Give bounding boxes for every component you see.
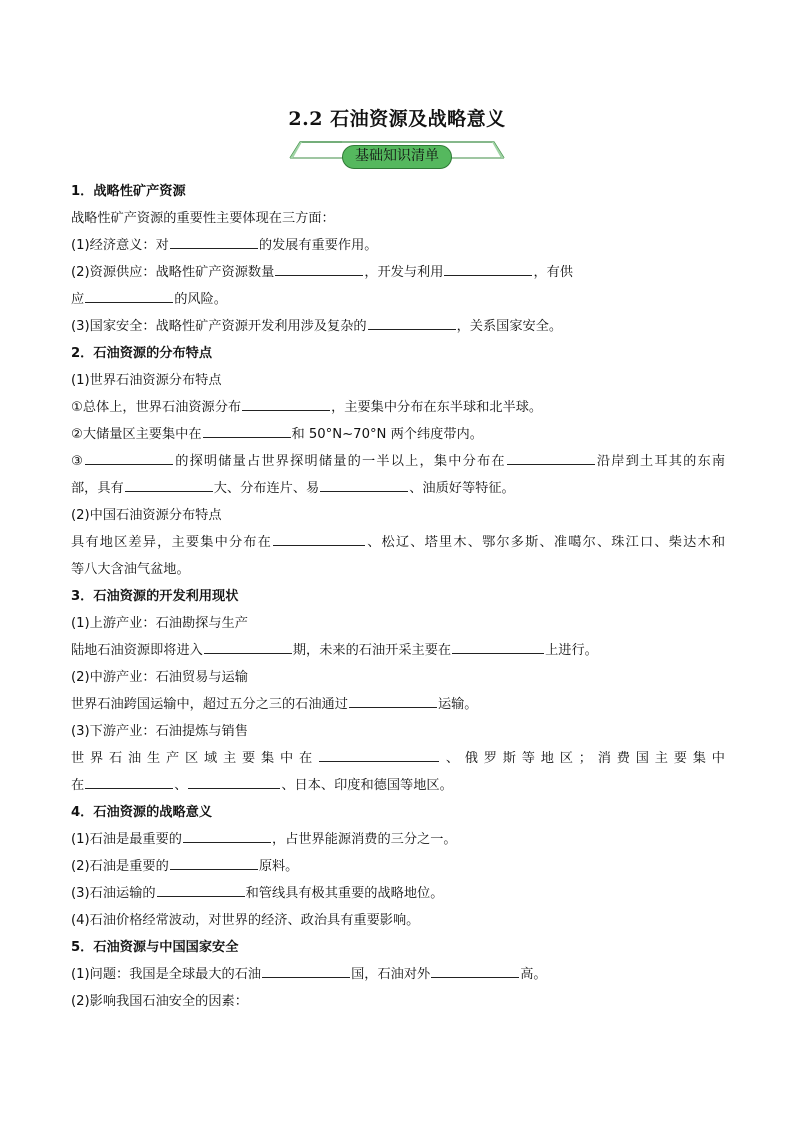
china-line-1 [71,529,725,556]
econ-text-a: (1)经济意义：对 [71,238,169,253]
fill-blank[interactable] [85,301,173,303]
world-3-text-e: 大、分布连片、易 [213,481,320,496]
world-subheading: (1)世界石油资源分布特点 [71,373,222,388]
security-text-a: (3)国家安全：战略性矿产资源开发利用涉及复杂的 [71,319,367,334]
strategic-line-1 [71,826,725,853]
downstream-line-2 [71,772,725,799]
fill-blank[interactable] [157,895,245,897]
supply-text-c: ，有供 [533,265,573,280]
fill-blank[interactable] [170,247,258,249]
world-3-text-d: 部，具有 [71,481,124,496]
fill-blank[interactable] [183,841,271,843]
world-line-3-cont [71,475,725,502]
econ-line [71,232,725,259]
world-3-text-a: ③ [71,454,85,469]
strategic-line-2 [71,853,725,880]
section-1-intro: 战略性矿产资源的重要性主要体现在三方面： [71,211,335,226]
downstream-text-b: 、俄罗斯等地区；消费国主要集中 [440,751,725,766]
world-3-text-b: 的探明储量占世界探明储量的一半以上，集中分布在 [174,454,506,469]
problem-text-a: (1)问题：我国是全球最大的石油 [71,967,262,982]
downstream-line-1 [71,745,725,772]
fill-blank[interactable] [368,328,456,330]
strategic-line-4: (4)石油价格经常波动，对世界的经济、政治具有重要影响。 [71,913,420,928]
strategic-3-text-a: (3)石油运输的 [71,886,156,901]
supply-line-2 [71,286,725,313]
section-4-heading: 4．石油资源的战略意义 [71,805,213,820]
security-factors-line: (2)影响我国石油安全的因素： [71,994,248,1009]
fill-blank[interactable] [507,463,595,465]
section-1-heading: 1．战略性矿产资源 [71,184,186,199]
worksheet-body [71,178,725,1015]
midstream-line [71,691,725,718]
strategic-2-text-a: (2)石油是重要的 [71,859,169,874]
world-3-text-c: 沿岸到土耳其的东南 [595,454,726,469]
security-text-b: ，关系国家安全。 [456,319,563,334]
upstream-text-c: 上进行。 [545,643,598,658]
world-3-text-f: 、油质好等特征。 [409,481,515,496]
fill-blank[interactable] [319,760,439,762]
downstream-text-d: 、 [174,778,188,793]
world-1-text-b: ，主要集中分布在东半球和北半球。 [331,400,543,415]
world-line-3 [71,448,725,475]
china-text-b: 、松辽、塔里木、鄂尔多斯、准噶尔、珠江口、柴达木和 [366,535,726,550]
supply-text-a: (2)资源供应：战略性矿产资源数量 [71,265,275,280]
fill-blank[interactable] [262,976,350,978]
china-subheading: (2)中国石油资源分布特点 [71,508,222,523]
section-3-heading: 3．石油资源的开发利用现状 [71,589,239,604]
upstream-line [71,637,725,664]
fill-blank[interactable] [188,787,280,789]
strategic-2-text-b: 原料。 [258,859,299,874]
fill-blank[interactable] [170,868,258,870]
fill-blank[interactable] [85,787,173,789]
china-line-2: 等八大含油气盆地。 [71,562,190,577]
midstream-text-b: 运输。 [437,697,478,712]
supply-text-d: 应 [71,292,85,307]
problem-text-c: 高。 [520,967,547,982]
fill-blank[interactable] [320,490,408,492]
fill-blank[interactable] [273,544,365,546]
downstream-text-c: 在 [71,778,85,793]
fill-blank[interactable] [349,706,437,708]
fill-blank[interactable] [431,976,519,978]
fill-blank[interactable] [125,490,213,492]
fill-blank[interactable] [203,436,291,438]
strategic-1-text-a: (1)石油是最重要的 [71,832,182,847]
fill-blank[interactable] [85,463,173,465]
section-banner [286,140,508,176]
security-line [71,313,725,340]
page-title: 2.2 石油资源及战略意义 [288,108,506,130]
world-2-text-a: ②大储量区主要集中在 [71,427,202,442]
supply-text-e: 的风险。 [174,292,227,307]
strategic-1-text-b: ，占世界能源消费的三分之一。 [272,832,457,847]
fill-blank[interactable] [275,274,363,276]
world-line-2 [71,421,725,448]
china-text-a: 具有地区差异，主要集中分布在 [71,535,273,550]
world-line-1 [71,394,725,421]
strategic-line-3 [71,880,725,907]
problem-text-b: 国，石油对外 [351,967,431,982]
fill-blank[interactable] [444,274,532,276]
downstream-subheading: (3)下游产业：石油提炼与销售 [71,724,248,739]
midstream-text-a: 世界石油跨国运输中，超过五分之三的石油通过 [71,697,348,712]
upstream-text-b: 期，未来的石油开采主要在 [292,643,452,658]
downstream-text-e: 、日本、印度和德国等地区。 [281,778,453,793]
world-1-text-a: ①总体上，世界石油资源分布 [71,400,242,415]
fill-blank[interactable] [452,652,544,654]
world-2-text-b: 和 50°N~70°N 两个纬度带内。 [291,427,483,442]
banner-label: 基础知识清单 [342,145,452,169]
section-5-heading: 5．石油资源与中国国家安全 [71,940,239,955]
section-2-heading: 2．石油资源的分布特点 [71,346,213,361]
midstream-subheading: (2)中游产业：石油贸易与运输 [71,670,248,685]
upstream-text-a: 陆地石油资源即将进入 [71,643,203,658]
downstream-text-a: 世界石油生产区域主要集中在 [71,751,318,766]
fill-blank[interactable] [204,652,292,654]
econ-text-b: 的发展有重要作用。 [258,238,378,253]
security-problem-line [71,961,725,988]
supply-line [71,259,725,286]
fill-blank[interactable] [242,409,330,411]
upstream-subheading: (1)上游产业：石油勘探与生产 [71,616,248,631]
strategic-3-text-b: 和管线具有极其重要的战略地位。 [245,886,444,901]
supply-text-b: ，开发与利用 [364,265,444,280]
